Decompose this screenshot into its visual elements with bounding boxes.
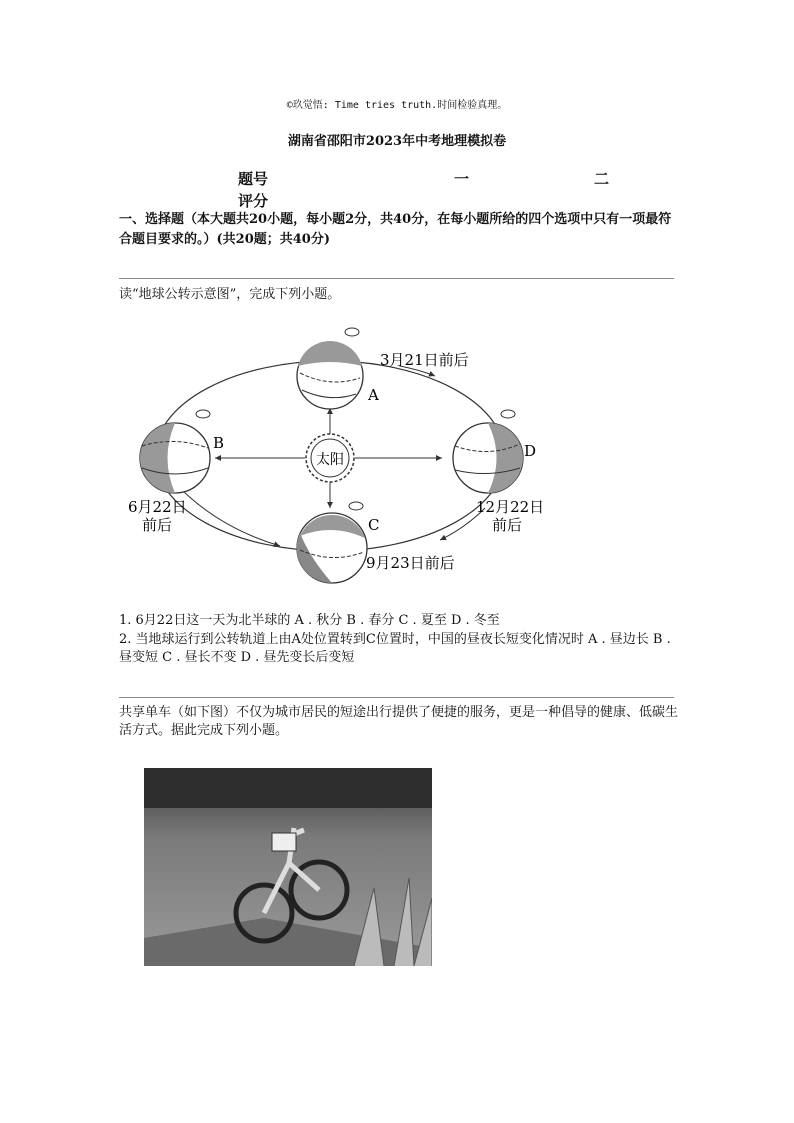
date-label-a: 3月21日前后 [380,351,469,369]
earth-globe-icon [140,410,210,493]
question-1: 1. 6月22日这一天为北半球的 A . 秋分 B . 春分 C . 夏至 D . 冬至 [119,613,500,628]
header-note: ©玖觉悟: Time tries truth.时间检验真理。 [286,100,508,111]
question-number-label: 题号 [238,170,269,188]
score-row-score [236,190,656,212]
score-label: 评分 [238,192,269,210]
divider [119,697,674,698]
earth-globe-icon [453,410,523,493]
date-label-d-line1: 12月22日 [476,498,545,516]
sun-label: 太阳 [316,452,344,468]
earth-globe-icon [297,328,363,409]
score-table [236,168,656,212]
date-label-b-line1: 6月22日 [128,498,187,516]
earth-globe-icon [297,502,367,583]
column-two-label: 二 [594,170,610,188]
point-label-d: D [524,442,537,460]
page-title: 湖南省邵阳市2023年中考地理模拟卷 [287,134,507,149]
question-2: 2. 当地球运行到公转轨道上由A处位置转到C位置时，中国的昼夜长短变化情况时 A . 昼边长 B . 昼变短 C . 昼长不变 D . 昼先变长后变短 [119,632,671,665]
column-one-label: 一 [454,170,470,188]
point-label-c: C [368,516,380,534]
point-label-a: A [368,386,379,404]
earth-revolution-diagram [120,318,560,588]
shared-bicycle-photo [144,768,432,966]
date-label-b-line2: 前后 [142,516,173,534]
date-label-d-line2: 前后 [492,516,523,534]
section-one-heading: 一、选择题（本大题共20小题，每小题2分，共40分，在每小题所给的四个选项中只有一项最符合题目要求的。）(共20题；共40分) [119,212,672,247]
group-one-intro: 读“地球公转示意图”，完成下列小题。 [119,287,341,302]
group-two-intro: 共享单车（如下图）不仅为城市居民的短途出行提供了便捷的服务，更是一种倡导的健康、低碳生活方式。据此完成下列小题。 [119,705,679,738]
point-label-b: B [213,434,225,452]
score-row-question [236,168,656,190]
divider [119,278,674,279]
date-label-c: 9月23日前后 [366,554,455,572]
